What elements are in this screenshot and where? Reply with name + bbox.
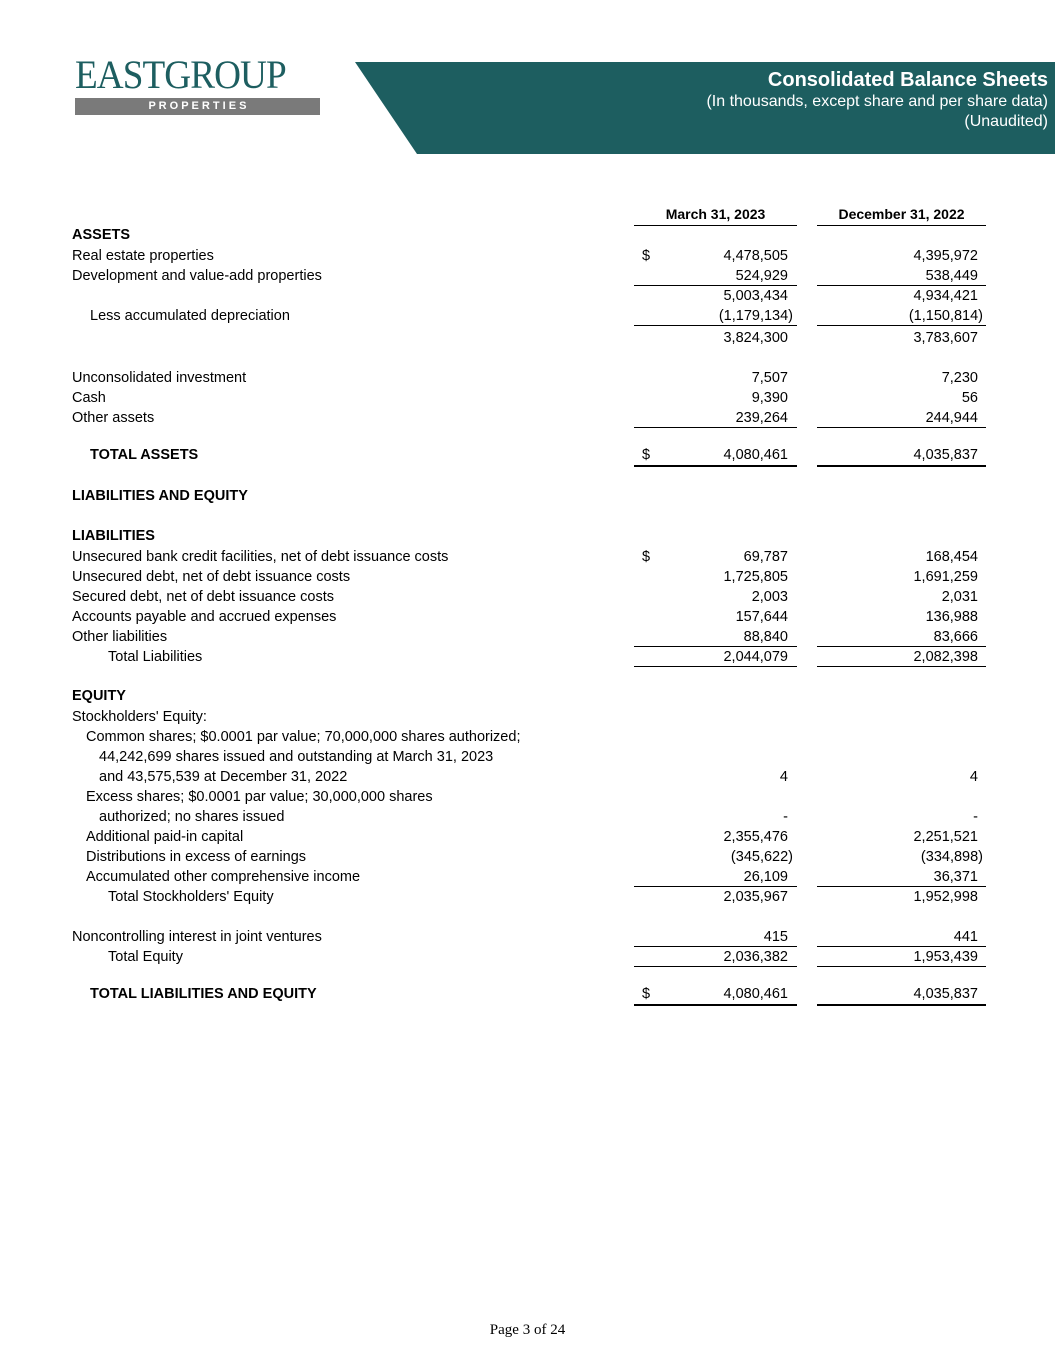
row-label: Unsecured bank credit facilities, net of debt issuance costs bbox=[72, 549, 449, 565]
table-row bbox=[0, 707, 1055, 727]
value-march-2023: 9,390 bbox=[751, 390, 788, 406]
rule-line bbox=[634, 325, 797, 326]
row-label: ASSETS bbox=[72, 227, 131, 243]
row-label: Accumulated other comprehensive income bbox=[86, 869, 361, 885]
table-row-subtotal bbox=[0, 887, 1055, 907]
table-row bbox=[0, 388, 1055, 408]
value-march-2023: 415 bbox=[763, 929, 788, 945]
table-row-total bbox=[0, 984, 1055, 1004]
row-label: TOTAL ASSETS bbox=[90, 447, 199, 463]
value-march-2023: (345,622) bbox=[730, 849, 793, 865]
row-label: TOTAL LIABILITIES AND EQUITY bbox=[90, 986, 317, 1002]
value-december-2022: 4,934,421 bbox=[913, 288, 978, 304]
currency-symbol: $ bbox=[642, 447, 651, 463]
row-label: Distributions in excess of earnings bbox=[86, 849, 307, 865]
table-row bbox=[0, 408, 1055, 428]
table-row bbox=[0, 306, 1055, 326]
rule-line bbox=[634, 666, 797, 667]
row-label: Real estate properties bbox=[72, 248, 214, 264]
value-march-2023: 3,824,300 bbox=[723, 330, 788, 346]
logo-wordmark: EASTGROUP bbox=[75, 52, 286, 97]
row-label: Excess shares; $0.0001 par value; 30,000,000 shares bbox=[86, 789, 433, 805]
row-label: Stockholders' Equity: bbox=[72, 709, 207, 725]
value-december-2022: 1,691,259 bbox=[913, 569, 978, 585]
table-row bbox=[0, 807, 1055, 827]
value-december-2022: 2,031 bbox=[941, 589, 978, 605]
value-december-2022: 56 bbox=[961, 390, 978, 406]
rule-line bbox=[817, 966, 986, 967]
page-subtitle: (In thousands, except share and per share data) bbox=[706, 93, 1048, 110]
value-december-2022: 2,251,521 bbox=[913, 829, 978, 845]
value-december-2022: 4,035,837 bbox=[913, 986, 978, 1002]
table-row bbox=[0, 827, 1055, 847]
rule-line bbox=[817, 427, 986, 428]
value-march-2023: 2,044,079 bbox=[723, 649, 788, 665]
rule-line bbox=[817, 666, 986, 667]
table-row bbox=[0, 246, 1055, 266]
table-row bbox=[0, 727, 1055, 747]
value-march-2023: 26,109 bbox=[743, 869, 788, 885]
row-label: Other assets bbox=[72, 410, 155, 426]
value-december-2022: 136,988 bbox=[925, 609, 978, 625]
table-row bbox=[0, 867, 1055, 887]
table-row bbox=[0, 328, 1055, 348]
row-label: Total Equity bbox=[108, 949, 183, 965]
row-label: Unsecured debt, net of debt issuance costs bbox=[72, 569, 351, 585]
row-label: and 43,575,539 at December 31, 2022 bbox=[99, 769, 348, 785]
currency-symbol: $ bbox=[642, 549, 651, 565]
value-december-2022: 2,082,398 bbox=[913, 649, 978, 665]
table-row bbox=[0, 286, 1055, 306]
value-december-2022: 83,666 bbox=[933, 629, 978, 645]
table-row-subtotal bbox=[0, 947, 1055, 967]
double-rule bbox=[817, 465, 986, 467]
table-row bbox=[0, 547, 1055, 567]
value-december-2022: 168,454 bbox=[925, 549, 978, 565]
value-december-2022: 244,944 bbox=[925, 410, 978, 426]
table-row bbox=[0, 607, 1055, 627]
value-march-2023: 1,725,805 bbox=[723, 569, 788, 585]
value-march-2023: 5,003,434 bbox=[723, 288, 788, 304]
value-december-2022: 4 bbox=[969, 769, 978, 785]
row-label: Additional paid-in capital bbox=[86, 829, 244, 845]
table-row bbox=[0, 587, 1055, 607]
row-label: LIABILITIES AND EQUITY bbox=[72, 488, 248, 504]
value-march-2023: 2,036,382 bbox=[723, 949, 788, 965]
page-number: Page 3 of 24 bbox=[489, 1322, 566, 1338]
double-rule bbox=[634, 1004, 797, 1006]
table-row bbox=[0, 368, 1055, 388]
value-december-2022: 4,395,972 bbox=[913, 248, 978, 264]
value-march-2023: 239,264 bbox=[735, 410, 788, 426]
table-row-subtotal bbox=[0, 647, 1055, 667]
unaudited-note: (Unaudited) bbox=[964, 113, 1048, 130]
section-header-equity bbox=[0, 686, 1055, 706]
row-label: Development and value-add properties bbox=[72, 268, 322, 284]
value-march-2023: 69,787 bbox=[743, 549, 788, 565]
double-rule bbox=[817, 1004, 986, 1006]
table-row bbox=[0, 787, 1055, 807]
row-label: Other liabilities bbox=[72, 629, 168, 645]
row-label: Common shares; $0.0001 par value; 70,000,000 shares authorized; bbox=[86, 729, 521, 745]
page-title: Consolidated Balance Sheets bbox=[767, 69, 1048, 91]
row-label: EQUITY bbox=[72, 688, 126, 704]
header-titles bbox=[706, 68, 1048, 132]
value-december-2022: (1,150,814) bbox=[908, 308, 983, 324]
row-label: authorized; no shares issued bbox=[99, 809, 285, 825]
value-december-2022: (334,898) bbox=[920, 849, 983, 865]
row-label: Noncontrolling interest in joint ventures bbox=[72, 929, 322, 945]
value-december-2022: 1,953,439 bbox=[913, 949, 978, 965]
table-row bbox=[0, 927, 1055, 947]
rule-line bbox=[817, 325, 986, 326]
value-march-2023: 2,355,476 bbox=[723, 829, 788, 845]
value-march-2023: 4 bbox=[779, 769, 788, 785]
row-label: Secured debt, net of debt issuance costs bbox=[72, 589, 334, 605]
company-logo bbox=[75, 52, 321, 115]
row-label: Total Stockholders' Equity bbox=[108, 889, 274, 905]
section-header-liabilities bbox=[0, 526, 1055, 546]
rule-line bbox=[634, 427, 797, 428]
value-march-2023: 524,929 bbox=[735, 268, 788, 284]
column-header-march-2023: March 31, 2023 bbox=[634, 206, 797, 226]
table-row bbox=[0, 266, 1055, 286]
value-december-2022: 3,783,607 bbox=[913, 330, 978, 346]
value-december-2022: 1,952,998 bbox=[913, 889, 978, 905]
table-row bbox=[0, 767, 1055, 787]
row-label: Cash bbox=[72, 390, 106, 406]
value-december-2022: 538,449 bbox=[925, 268, 978, 284]
double-rule bbox=[634, 465, 797, 467]
table-row bbox=[0, 567, 1055, 587]
row-label: Less accumulated depreciation bbox=[90, 308, 290, 324]
row-label: Total Liabilities bbox=[108, 649, 203, 665]
value-march-2023: 4,478,505 bbox=[723, 248, 788, 264]
value-march-2023: 2,035,967 bbox=[723, 889, 788, 905]
section-header-assets bbox=[0, 225, 1055, 245]
value-march-2023: 4,080,461 bbox=[723, 986, 788, 1002]
logo-tagline: P R O P E R T I E S bbox=[75, 98, 320, 115]
table-row-total bbox=[0, 445, 1055, 465]
value-march-2023: 4,080,461 bbox=[723, 447, 788, 463]
rule-line bbox=[634, 966, 797, 967]
value-december-2022: 4,035,837 bbox=[913, 447, 978, 463]
value-december-2022: 7,230 bbox=[941, 370, 978, 386]
row-label: 44,242,699 shares issued and outstanding at March 31, 2023 bbox=[99, 749, 494, 765]
value-march-2023: 88,840 bbox=[743, 629, 788, 645]
value-march-2023: - bbox=[783, 809, 788, 825]
value-march-2023: 157,644 bbox=[735, 609, 788, 625]
table-row bbox=[0, 747, 1055, 767]
value-march-2023: 7,507 bbox=[751, 370, 788, 386]
section-header-liabilities-equity bbox=[0, 486, 1055, 506]
currency-symbol: $ bbox=[642, 248, 651, 264]
currency-symbol: $ bbox=[642, 986, 651, 1002]
value-december-2022: 36,371 bbox=[933, 869, 978, 885]
value-march-2023: (1,179,134) bbox=[718, 308, 793, 324]
column-header-december-2022: December 31, 2022 bbox=[817, 206, 986, 226]
value-december-2022: 441 bbox=[953, 929, 978, 945]
row-label: Accounts payable and accrued expenses bbox=[72, 609, 337, 625]
value-december-2022: - bbox=[973, 809, 978, 825]
table-row bbox=[0, 847, 1055, 867]
row-label: LIABILITIES bbox=[72, 528, 155, 544]
row-label: Unconsolidated investment bbox=[72, 370, 247, 386]
value-march-2023: 2,003 bbox=[751, 589, 788, 605]
table-row bbox=[0, 627, 1055, 647]
